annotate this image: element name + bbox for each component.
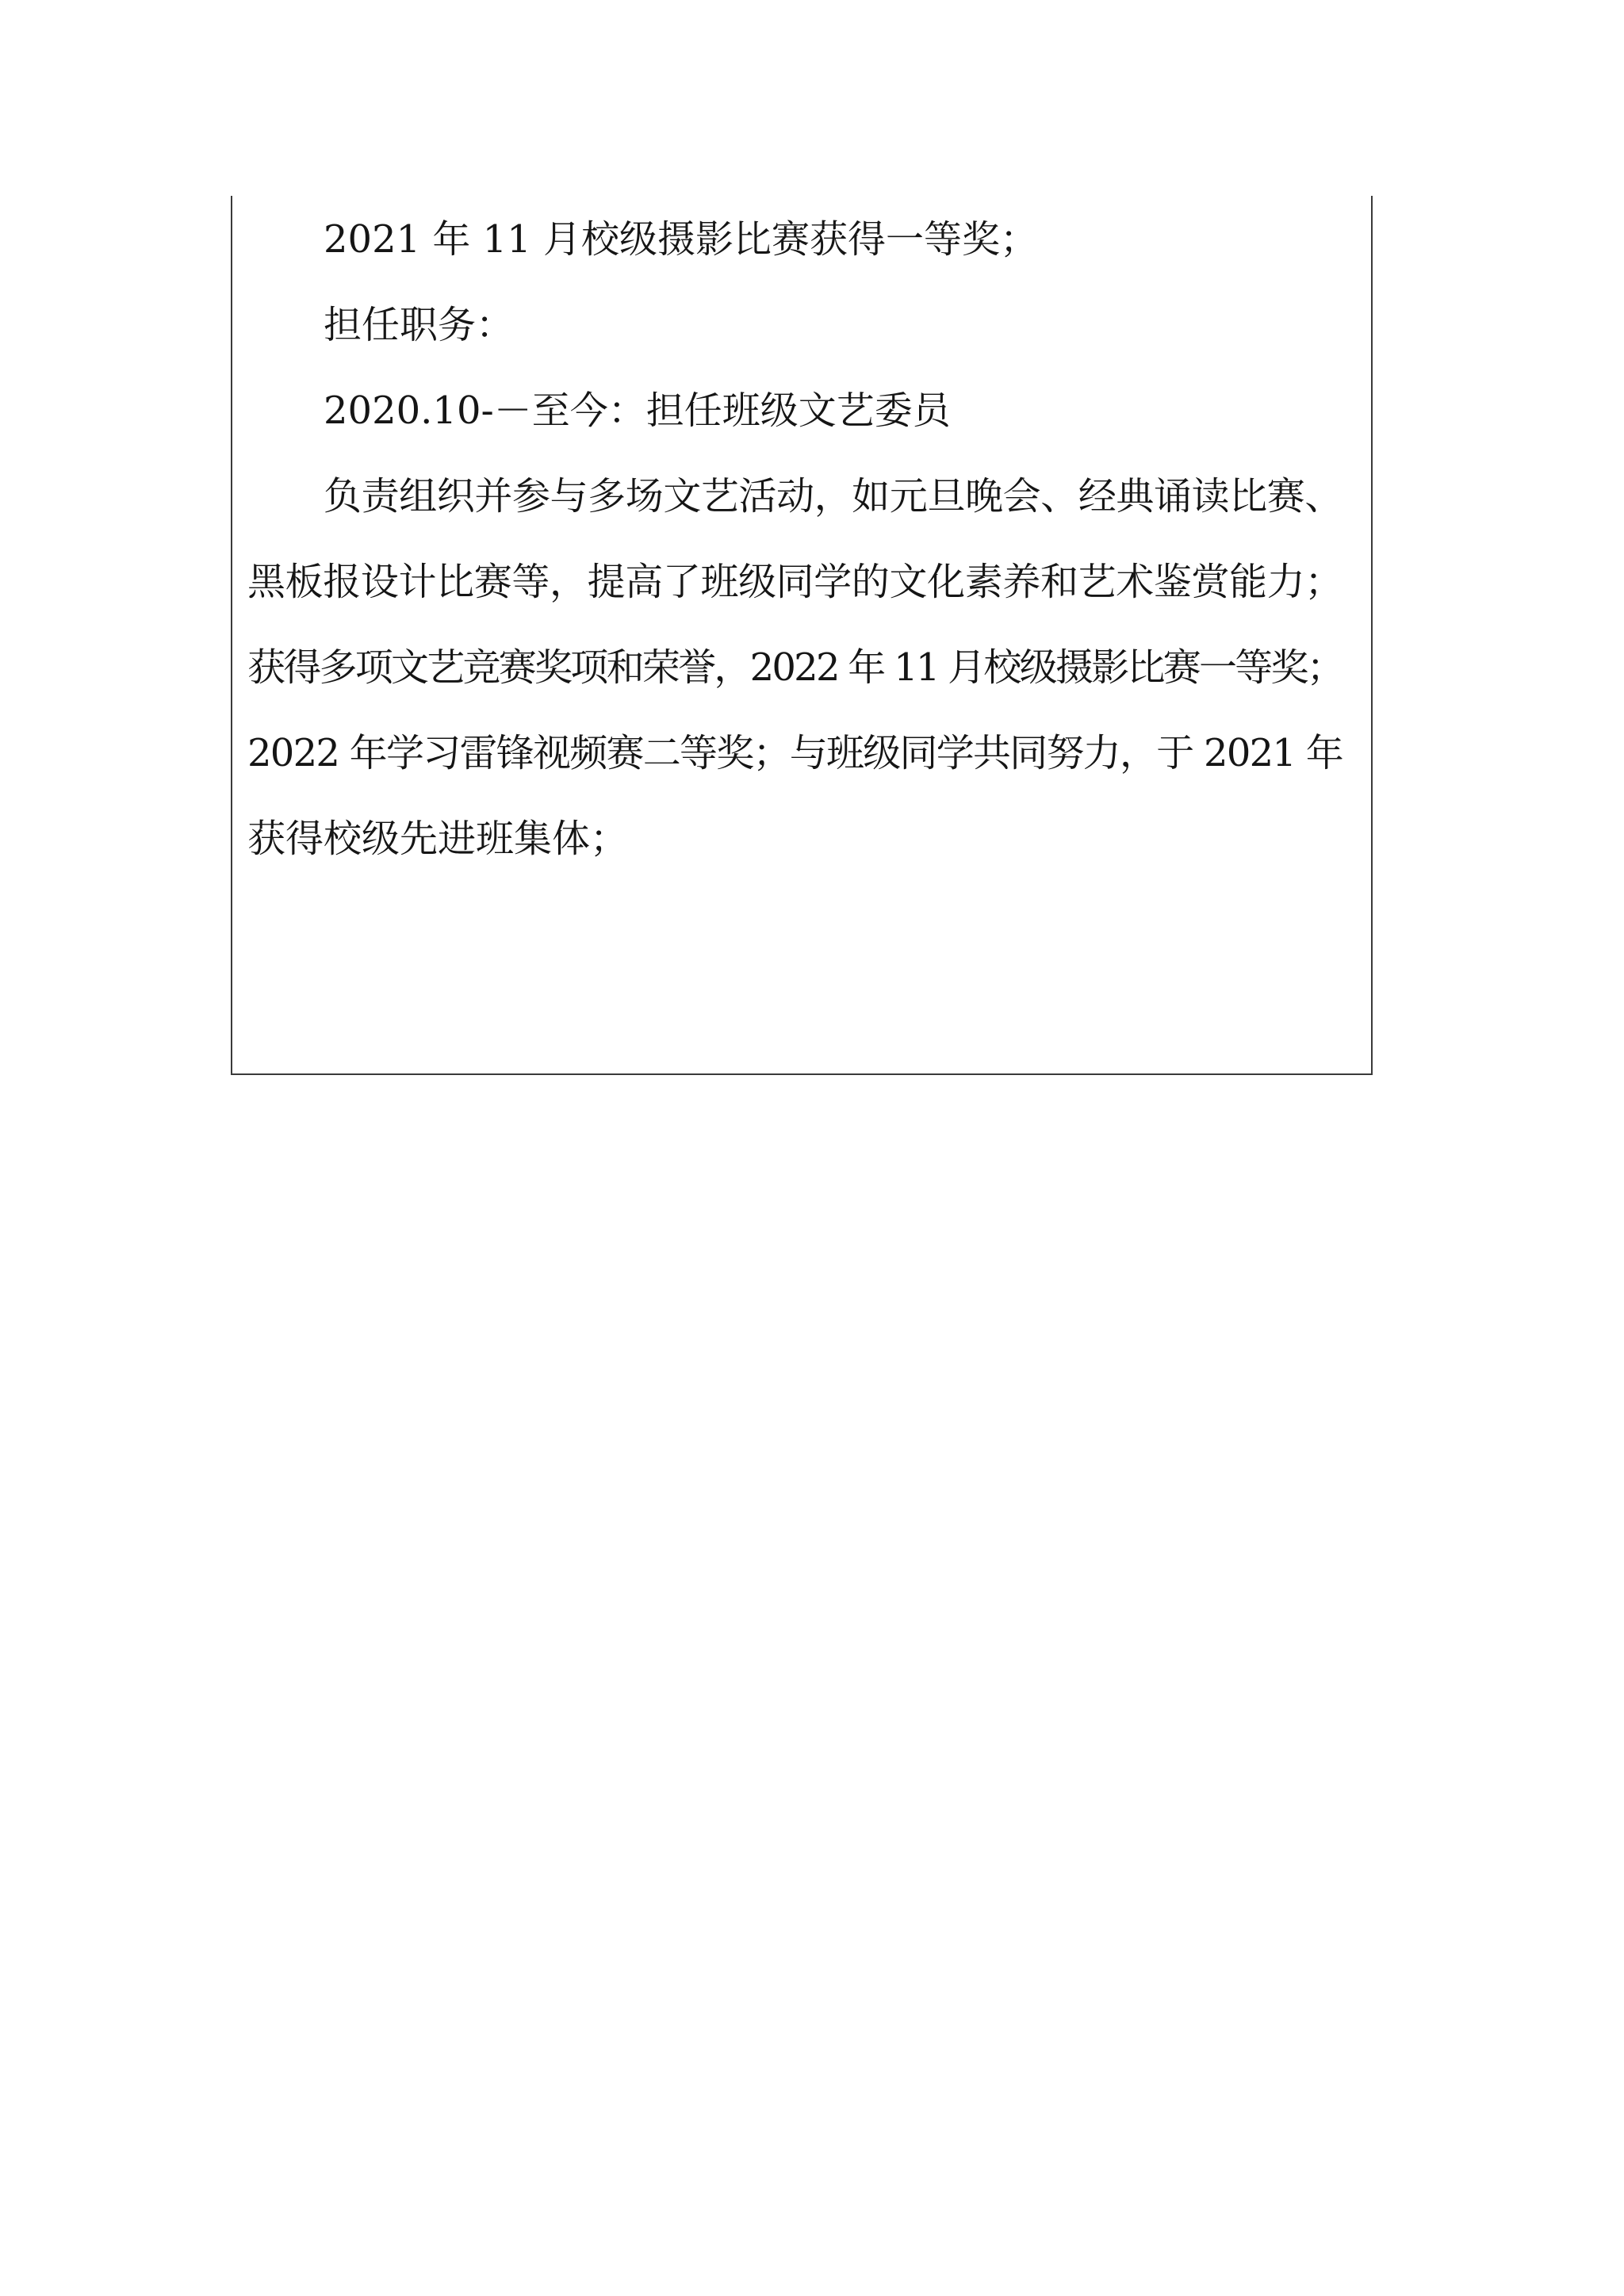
- line-text: 2022 年学习雷锋视频赛二等奖；与班级同学共同努力，于 2021 年: [247, 731, 1342, 775]
- description-line: [247, 539, 1342, 625]
- line-text: 获得多项文艺竞赛奖项和荣誉，2022 年 11 月校级摄影比赛一等奖；: [247, 645, 1342, 690]
- line-text: 黑板报设计比赛等，提高了班级同学的文化素养和艺术鉴赏能力；: [247, 560, 1342, 604]
- cell-text: [247, 197, 1342, 882]
- line-text: 获得校级先进班集体；: [247, 817, 629, 861]
- description-line: [247, 710, 1342, 796]
- line-text: 负责组织并参与多场文艺活动，如元旦晚会、经典诵读比赛、: [324, 474, 1342, 519]
- position-heading-line: [247, 282, 1342, 368]
- line-text: 担任职务：: [324, 303, 515, 347]
- description-line: [247, 453, 1342, 539]
- description-line: [247, 796, 1342, 882]
- position-title-line: [247, 368, 1342, 453]
- description-line: [247, 625, 1342, 710]
- award-item-line: [247, 197, 1342, 282]
- line-text: 2020.10-－至今：担任班级文艺委员: [324, 388, 951, 433]
- line-text: 2021 年 11 月校级摄影比赛获得一等奖；: [324, 217, 1039, 262]
